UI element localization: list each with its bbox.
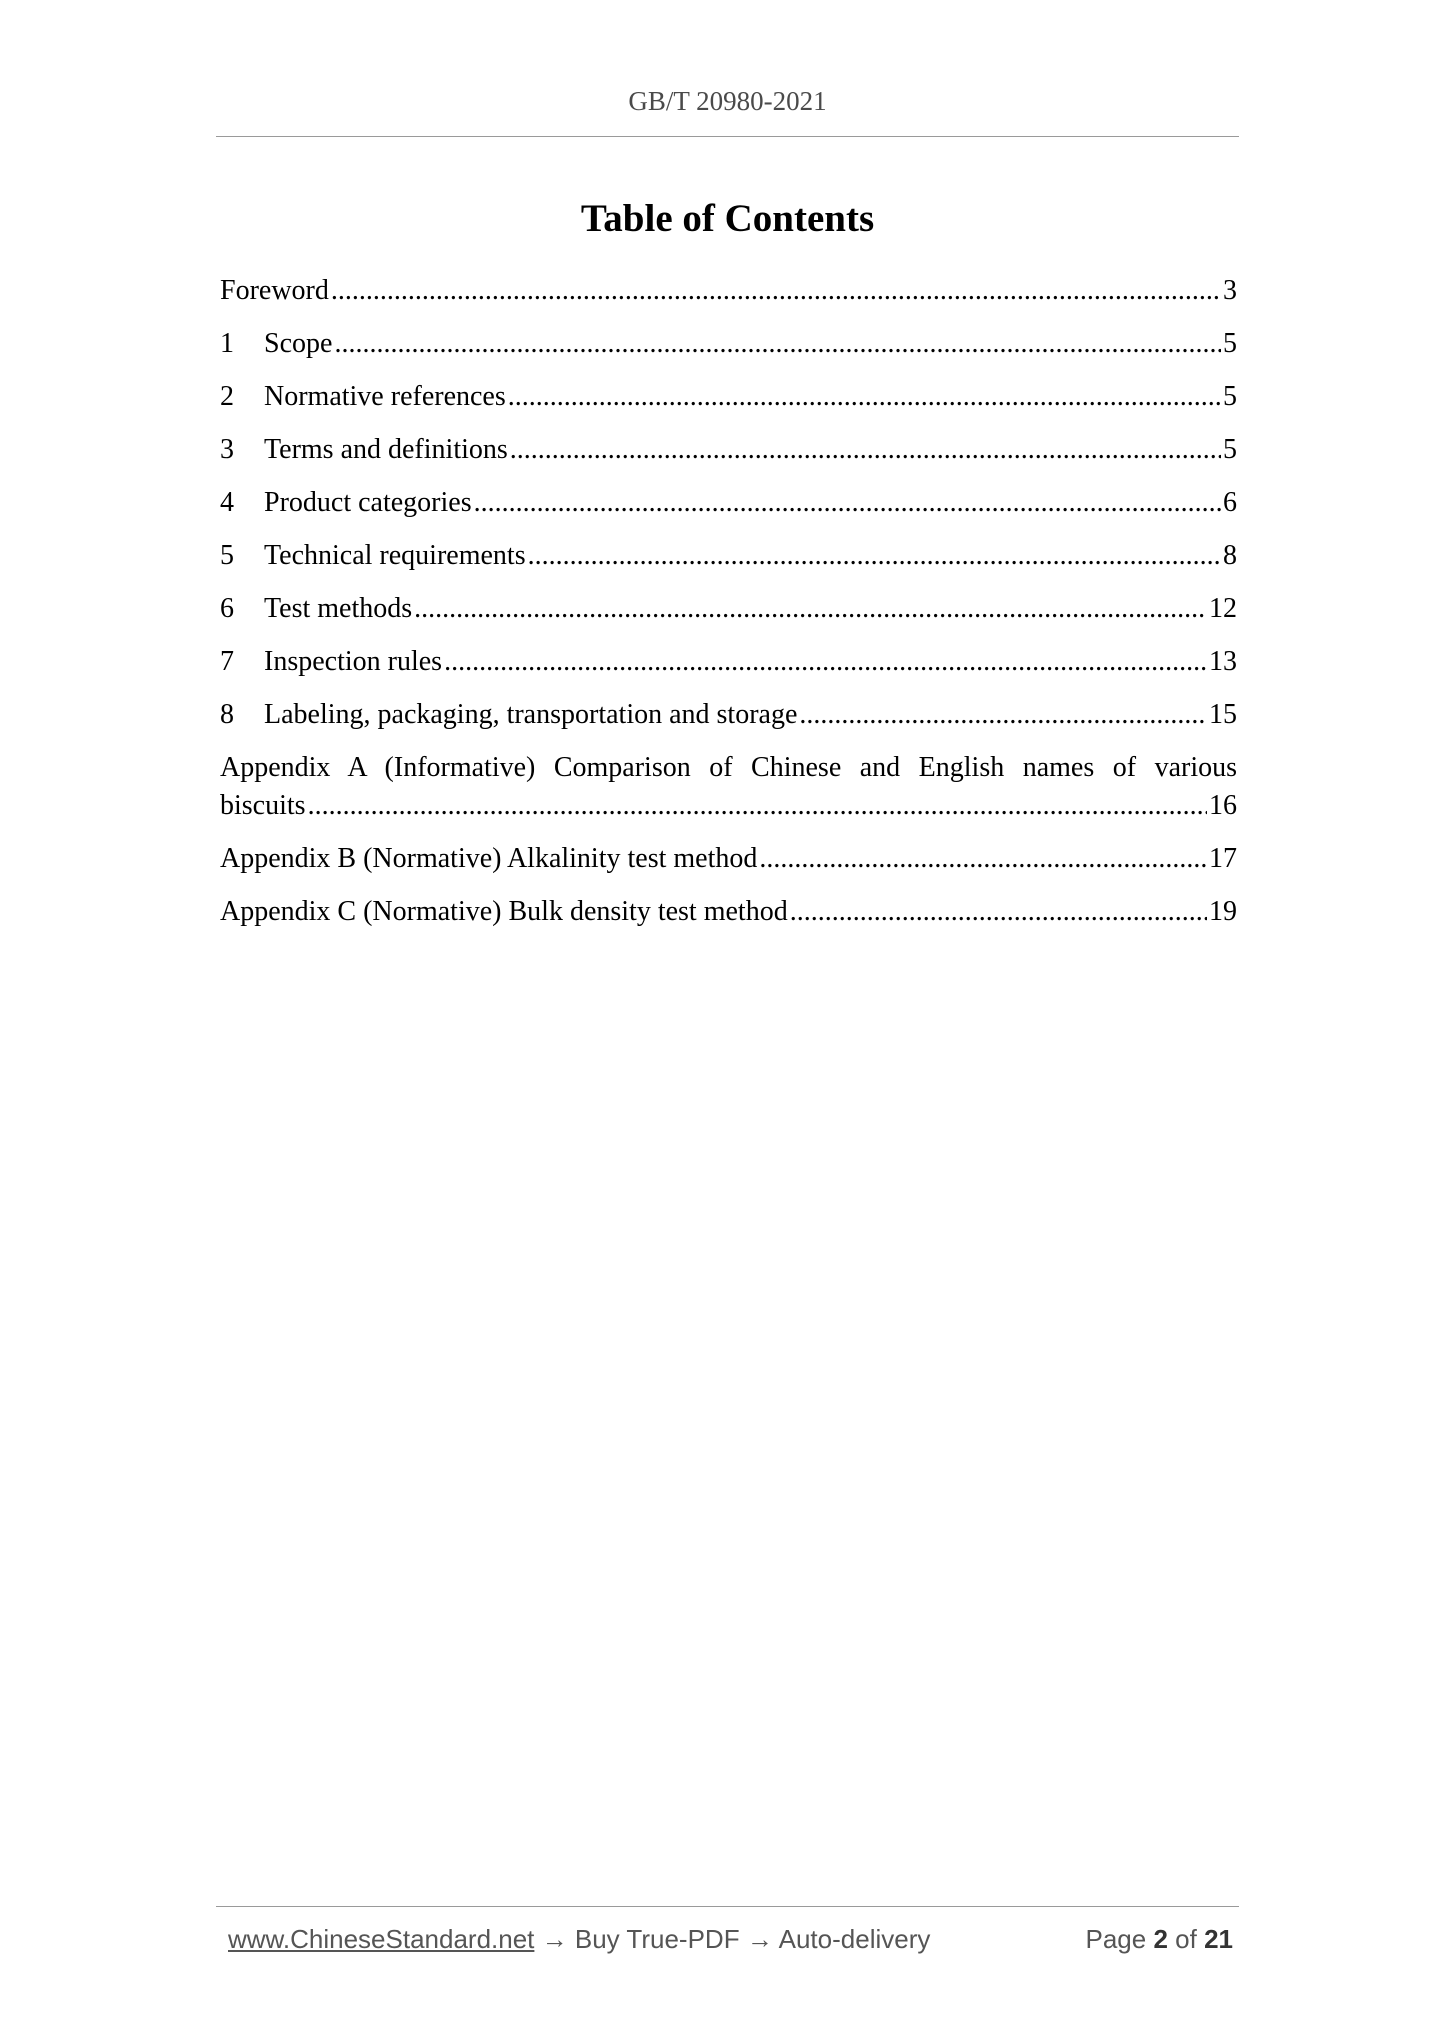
- footer-promo: [228, 1924, 930, 1955]
- toc-entry-number: 3: [220, 434, 234, 465]
- toc-leader-dots: [528, 537, 1221, 575]
- toc-entry-page: 8: [1223, 540, 1237, 571]
- page-title: Table of Contents: [580, 197, 875, 240]
- toc-entry-appendix-a[interactable]: [220, 749, 1237, 825]
- current-page: 2: [1153, 1924, 1168, 1954]
- toc-leader-dots: [414, 590, 1207, 628]
- buy-text: Buy True-PDF: [574, 1924, 740, 1954]
- toc-entry-label: Appendix C (Normative) Bulk density test method: [220, 896, 788, 927]
- site-link[interactable]: www.ChineseStandard.net: [228, 1924, 535, 1954]
- toc-leader-dots: [331, 272, 1221, 310]
- toc-leader-dots: [799, 696, 1207, 734]
- toc-entry-number: 1: [220, 328, 234, 359]
- toc-entry-inspection-rules[interactable]: [220, 643, 1237, 681]
- toc-entry-page: 6: [1223, 487, 1237, 518]
- toc-entry-technical-requirements[interactable]: [220, 537, 1237, 575]
- arrow-icon: →: [746, 1924, 773, 1954]
- of-word: of: [1175, 1924, 1197, 1954]
- toc-entry-number: 7: [220, 646, 234, 677]
- toc-entry-product-categories[interactable]: [220, 484, 1237, 522]
- delivery-text: Auto-delivery: [778, 1924, 931, 1954]
- toc-leader-dots: [759, 840, 1207, 878]
- toc-entry-test-methods[interactable]: [220, 590, 1237, 628]
- toc-entry-number: 8: [220, 699, 234, 730]
- toc-entry-number: 5: [220, 540, 234, 571]
- toc-leader-dots: [444, 643, 1207, 681]
- toc-entry-appendix-b[interactable]: [220, 840, 1237, 878]
- toc-entry-label: Appendix B (Normative) Alkalinity test method: [220, 843, 758, 874]
- total-pages: 21: [1204, 1924, 1233, 1954]
- toc-entry-page: 17: [1209, 843, 1237, 874]
- toc-entry-terms-and-definitions[interactable]: [220, 431, 1237, 469]
- toc-entry-page: 5: [1223, 381, 1237, 412]
- toc-entry-number: 2: [220, 381, 234, 412]
- toc-entry-foreword[interactable]: [220, 272, 1237, 310]
- toc-entry-page: 3: [1223, 275, 1237, 306]
- toc-entry-page: 19: [1209, 896, 1237, 927]
- page-counter: [1085, 1924, 1233, 1955]
- arrow-icon: →: [541, 1924, 568, 1954]
- toc-entry-appendix-c[interactable]: [220, 893, 1237, 931]
- toc-entry-page: 16: [1209, 790, 1237, 821]
- toc-entry-page: 15: [1209, 699, 1237, 730]
- toc-entry-label: Labeling, packaging, transportation and storage: [264, 699, 798, 730]
- toc-leader-dots: [510, 431, 1221, 469]
- page-word: Page: [1085, 1924, 1147, 1954]
- toc-leader-dots: [790, 893, 1207, 931]
- toc-entry-label: Inspection rules: [264, 646, 443, 677]
- toc-entry-label: Appendix A (Informative) Comparison of Chinese and English names of various: [220, 752, 1237, 783]
- toc-entry-page: 5: [1223, 434, 1237, 465]
- toc-entry-label: Terms and definitions: [264, 434, 508, 465]
- toc-entry-labeling-packaging[interactable]: [220, 696, 1237, 734]
- toc-entry-label: Test methods: [264, 593, 413, 624]
- header-divider: [216, 136, 1239, 137]
- toc-entry-label: Normative references: [264, 381, 506, 412]
- toc-entry-label: Foreword: [220, 275, 329, 306]
- toc-entry-page: 5: [1223, 328, 1237, 359]
- toc-leader-dots: [308, 787, 1207, 825]
- toc-leader-dots: [334, 325, 1221, 363]
- footer-divider: [216, 1906, 1239, 1907]
- running-header: GB/T 20980-2021: [628, 86, 827, 116]
- toc-entry-number: 6: [220, 593, 234, 624]
- toc-entry-page: 12: [1209, 593, 1237, 624]
- toc-entry-label: Product categories: [264, 487, 472, 518]
- toc-leader-dots: [474, 484, 1221, 522]
- toc-leader-dots: [508, 378, 1221, 416]
- toc-entry-label: Technical requirements: [264, 540, 526, 571]
- table-of-contents: [220, 272, 1237, 946]
- page-footer: [228, 1924, 1233, 1955]
- toc-entry-normative-references[interactable]: [220, 378, 1237, 416]
- toc-entry-scope[interactable]: [220, 325, 1237, 363]
- toc-entry-label-continued: biscuits: [220, 790, 306, 821]
- toc-entry-continuation: [220, 787, 1237, 825]
- toc-entry-label: Scope: [264, 328, 333, 359]
- toc-entry-number: 4: [220, 487, 234, 518]
- toc-entry-page: 13: [1209, 646, 1237, 677]
